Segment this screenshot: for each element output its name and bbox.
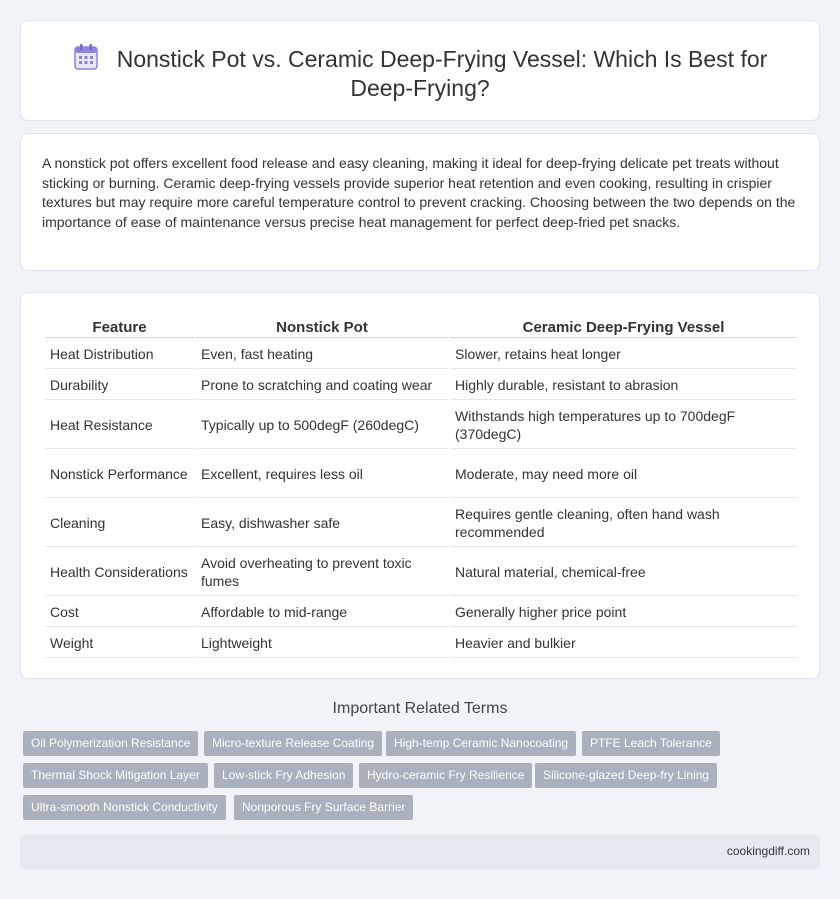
intro-paragraph: A nonstick pot offers excellent food release and easy cleaning, making it ideal for deep-frying delicate pet treats without sticking or burning. Ceramic deep-frying vessels provide superior heat retention and even cooking, resulting in crispier textures but may require more careful temperature control to prevent cracking. Choosing between the two depends on the importance of ease of maintenance versus precise heat management for perfect deep-fried pet snacks. — [42, 155, 796, 230]
cell-nonstick: Even, fast heating — [196, 340, 448, 369]
intro-card — [20, 133, 820, 271]
cell-ceramic: Generally higher price point — [450, 598, 797, 627]
page-title-text: Nonstick Pot vs. Ceramic Deep-Frying Vessel: Which Is Best for Deep-Frying? — [116, 46, 768, 101]
related-term-tag[interactable]: Ultra-smooth Nonstick Conductivity — [23, 795, 226, 820]
cell-ceramic: Requires gentle cleaning, often hand wash recommended — [450, 500, 797, 547]
table-row — [45, 629, 797, 658]
table-row — [45, 500, 797, 547]
related-term-tag[interactable]: Nonporous Fry Surface Barrier — [234, 795, 413, 820]
cell-feature: Nonstick Performance — [45, 451, 194, 498]
comparison-card — [20, 292, 820, 679]
comparison-table — [43, 315, 799, 660]
header-feature: Feature — [45, 317, 194, 338]
table-row — [45, 340, 797, 369]
title-card — [20, 20, 820, 121]
cell-ceramic: Heavier and bulkier — [450, 629, 797, 658]
table-row — [45, 402, 797, 449]
related-term-tag[interactable]: Low-stick Fry Adhesion — [214, 763, 353, 788]
cell-nonstick: Prone to scratching and coating wear — [196, 371, 448, 400]
cell-ceramic: Highly durable, resistant to abrasion — [450, 371, 797, 400]
footer — [20, 835, 820, 869]
cell-feature: Cleaning — [45, 500, 194, 547]
table-row — [45, 549, 797, 596]
related-terms-heading: Important Related Terms — [332, 700, 508, 717]
related-term-tag[interactable]: PTFE Leach Tolerance — [582, 731, 720, 756]
table-row — [45, 598, 797, 627]
cell-nonstick: Excellent, requires less oil — [196, 451, 448, 498]
cell-feature: Cost — [45, 598, 194, 627]
related-term-tag[interactable]: Micro-texture Release Coating — [204, 731, 382, 756]
footer-site[interactable]: cookingdiff.com — [726, 844, 810, 858]
related-term-tag[interactable]: Thermal Shock Mitigation Layer — [23, 763, 208, 788]
header-ceramic-vessel: Ceramic Deep-Frying Vessel — [450, 317, 797, 338]
cell-feature: Health Considerations — [45, 549, 194, 596]
cell-feature: Heat Distribution — [45, 340, 194, 369]
cell-ceramic: Slower, retains heat longer — [450, 340, 797, 369]
cell-ceramic: Withstands high temperatures up to 700degF (370degC) — [450, 402, 797, 449]
cell-feature: Weight — [45, 629, 194, 658]
cell-nonstick: Avoid overheating to prevent toxic fumes — [196, 549, 448, 596]
cell-nonstick: Typically up to 500degF (260degC) — [196, 402, 448, 449]
cell-feature: Durability — [45, 371, 194, 400]
related-term-tag[interactable]: Oil Polymerization Resistance — [23, 731, 198, 756]
table-row — [45, 451, 797, 498]
cell-feature: Heat Resistance — [45, 402, 194, 449]
page-title — [61, 43, 779, 103]
related-term-tag[interactable]: High-temp Ceramic Nanocoating — [386, 731, 576, 756]
related-term-tag[interactable]: Silicone-glazed Deep-fry Lining — [535, 763, 717, 788]
table-row — [45, 371, 797, 400]
cell-nonstick: Easy, dishwasher safe — [196, 500, 448, 547]
table-header-row — [45, 317, 797, 338]
cell-ceramic: Natural material, chemical-free — [450, 549, 797, 596]
cell-nonstick: Affordable to mid-range — [196, 598, 448, 627]
cell-ceramic: Moderate, may need more oil — [450, 451, 797, 498]
cell-nonstick: Lightweight — [196, 629, 448, 658]
related-term-tag[interactable]: Hydro-ceramic Fry Resilience — [359, 763, 532, 788]
header-nonstick-pot: Nonstick Pot — [196, 317, 448, 338]
calendar-icon — [73, 43, 99, 71]
